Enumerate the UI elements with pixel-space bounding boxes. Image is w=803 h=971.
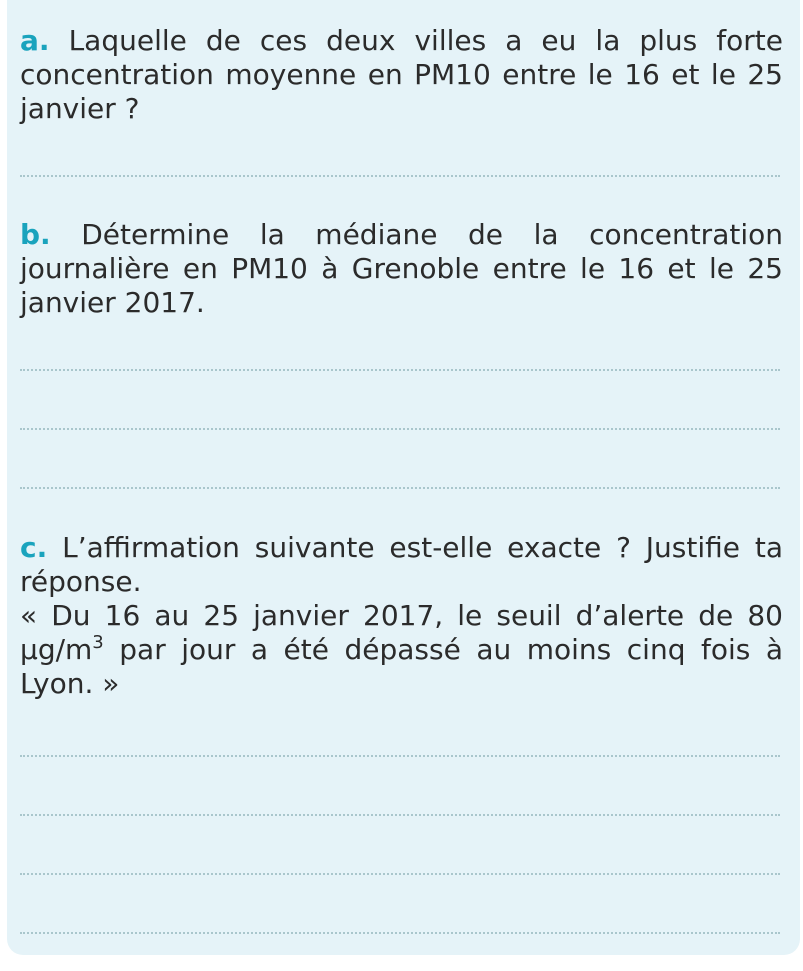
answer-line-c-3[interactable]: [20, 873, 780, 875]
answer-line-b-1[interactable]: [20, 369, 780, 371]
quote-superscript: 3: [92, 632, 104, 653]
question-c-quote: [20, 599, 783, 701]
exercise-panel: [7, 0, 800, 955]
question-b: [20, 218, 783, 320]
quote-part-2: par jour a été dépassé au moins cinq fois à Lyon. »: [20, 633, 783, 700]
quote-part-1: « Du 16 au 25 janvier 2017, le seuil d’alerte de 80 µg/m: [20, 599, 783, 666]
question-c-label: c.: [20, 531, 48, 564]
question-b-label: b.: [20, 218, 51, 251]
answer-line-b-2[interactable]: [20, 428, 780, 430]
answer-line-c-4[interactable]: [20, 932, 780, 934]
question-a-label: a.: [20, 24, 50, 57]
question-a: [20, 24, 783, 126]
answer-line-c-1[interactable]: [20, 755, 780, 757]
question-b-text: Détermine la médiane de la concentration journalière en PM10 à Grenoble entre le 16 et le 25 janvier 2017.: [20, 218, 783, 319]
answer-line-a-1[interactable]: [20, 175, 780, 177]
question-a-text: Laquelle de ces deux villes a eu la plus forte concentration moyenne en PM10 entre le 16 et le 25 janvier ?: [20, 24, 783, 125]
answer-line-c-2[interactable]: [20, 814, 780, 816]
question-c-text: L’affirmation suivante est-elle exacte ? Justifie ta réponse.: [20, 531, 783, 598]
question-c: [20, 531, 783, 599]
answer-line-b-3[interactable]: [20, 487, 780, 489]
